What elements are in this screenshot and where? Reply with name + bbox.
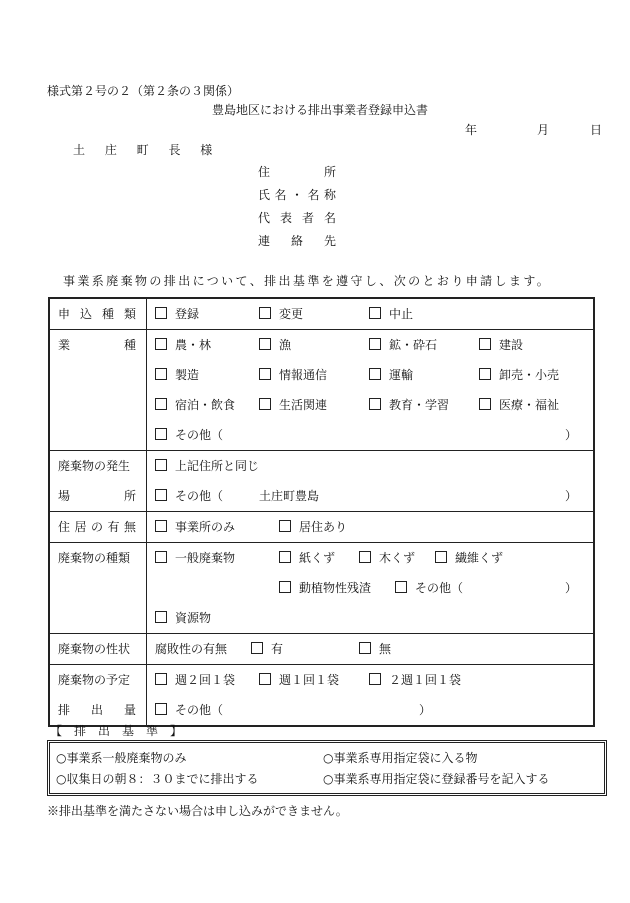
row-amount: [49, 665, 594, 727]
option-paper[interactable]: 紙くず: [279, 543, 335, 573]
option-education[interactable]: 教育・学習: [369, 390, 449, 420]
checkbox-icon[interactable]: [369, 368, 381, 380]
label-location-2: 場 所: [58, 489, 136, 503]
row-location: [49, 451, 594, 512]
option-industry-other[interactable]: その他（: [155, 420, 223, 450]
option-medical[interactable]: 医療・福祉: [479, 390, 559, 420]
option-perishable-no[interactable]: 無: [359, 634, 391, 664]
addressee: 土 庄 町 長 様: [73, 143, 221, 157]
criteria-box: [47, 740, 607, 796]
form-id: 様式第２号の２（第２条の３関係）: [47, 84, 240, 98]
checkbox-icon[interactable]: [359, 642, 371, 654]
checkbox-icon[interactable]: [155, 673, 167, 685]
label-amount-1: 廃棄物の予定: [58, 673, 131, 687]
option-retail[interactable]: 卸売・小売: [479, 360, 559, 390]
option-agriculture[interactable]: 農・林: [155, 330, 211, 360]
criteria-heading: 【 排 出 基 準 】: [50, 724, 183, 738]
option-change[interactable]: 変更: [259, 299, 303, 329]
paren-close: ）: [565, 489, 578, 503]
option-wood[interactable]: 木くず: [359, 543, 415, 573]
option-transport[interactable]: 運輸: [369, 360, 413, 390]
field-representative-label: 代 表 者 名: [258, 211, 336, 225]
checkbox-icon[interactable]: [369, 673, 381, 685]
criteria-item: ○事業系専用指定袋に入る物: [323, 751, 478, 765]
field-address-label: 住 所: [258, 165, 336, 179]
checkbox-icon[interactable]: [155, 338, 167, 350]
checkbox-icon[interactable]: [369, 307, 381, 319]
label-waste-nature: 廃棄物の性状: [58, 642, 131, 656]
perishability-label: 腐敗性の有無: [155, 642, 228, 656]
checkbox-icon[interactable]: [155, 459, 167, 471]
criteria-item: ○事業系一般廃棄物のみ: [56, 751, 187, 765]
paren-close: ）: [419, 703, 432, 717]
criteria-item: ○収集日の朝８：３０までに排出する: [56, 772, 259, 786]
checkbox-icon[interactable]: [279, 581, 291, 593]
checkbox-icon[interactable]: [155, 428, 167, 440]
checkbox-icon[interactable]: [155, 368, 167, 380]
checkbox-icon[interactable]: [435, 551, 447, 563]
label-application-type: 申 込 種 類: [58, 307, 136, 321]
option-register[interactable]: 登録: [155, 299, 199, 329]
option-location-other[interactable]: その他（: [155, 481, 223, 511]
label-amount-2: 排 出 量: [58, 703, 136, 717]
option-office-only[interactable]: 事業所のみ: [155, 512, 235, 542]
checkbox-icon[interactable]: [155, 551, 167, 563]
checkbox-icon[interactable]: [369, 398, 381, 410]
row-waste-nature: [49, 634, 594, 665]
option-lifestyle[interactable]: 生活関連: [259, 390, 327, 420]
application-table: [48, 297, 595, 727]
checkbox-icon[interactable]: [479, 368, 491, 380]
checkbox-icon[interactable]: [395, 581, 407, 593]
paren-close: ）: [565, 581, 578, 595]
date-day: 日: [590, 123, 603, 137]
page-title: 豊島地区における排出事業者登録申込書: [212, 103, 429, 117]
footnote: ※排出基準を満たさない場合は申し込みができません。: [47, 804, 348, 818]
label-waste-type: 廃棄物の種類: [58, 551, 131, 565]
option-mining[interactable]: 鉱・砕石: [369, 330, 437, 360]
field-contact-label: 連 絡 先: [258, 234, 336, 248]
option-hospitality[interactable]: 宿泊・飲食: [155, 390, 235, 420]
checkbox-icon[interactable]: [259, 398, 271, 410]
label-residence: 住 居 の 有 無: [58, 520, 136, 534]
criteria-item: ○事業系専用指定袋に登録番号を記入する: [323, 772, 550, 786]
checkbox-icon[interactable]: [369, 338, 381, 350]
option-twice-weekly[interactable]: 週２回１袋: [155, 665, 235, 695]
option-fishery[interactable]: 漁: [259, 330, 291, 360]
option-recyclables[interactable]: 資源物: [155, 603, 211, 633]
field-name-label: 氏 名 ・ 名 称: [258, 188, 336, 202]
checkbox-icon[interactable]: [155, 520, 167, 532]
option-manufacturing[interactable]: 製造: [155, 360, 199, 390]
checkbox-icon[interactable]: [155, 307, 167, 319]
paren-close: ）: [565, 428, 578, 442]
checkbox-icon[interactable]: [155, 489, 167, 501]
checkbox-icon[interactable]: [359, 551, 371, 563]
checkbox-icon[interactable]: [259, 368, 271, 380]
option-general-waste[interactable]: 一般廃棄物: [155, 543, 235, 573]
checkbox-icon[interactable]: [279, 551, 291, 563]
option-fiber[interactable]: 繊維くず: [435, 543, 503, 573]
option-organic-residue[interactable]: 動植物性残渣: [279, 573, 371, 603]
option-perishable-yes[interactable]: 有: [251, 634, 283, 664]
checkbox-icon[interactable]: [279, 520, 291, 532]
checkbox-icon[interactable]: [479, 398, 491, 410]
option-residence[interactable]: 居住あり: [279, 512, 347, 542]
checkbox-icon[interactable]: [259, 307, 271, 319]
checkbox-icon[interactable]: [155, 703, 167, 715]
option-same-address[interactable]: 上記住所と同じ: [155, 451, 259, 481]
label-location-1: 廃棄物の発生: [58, 459, 131, 473]
checkbox-icon[interactable]: [155, 611, 167, 623]
option-waste-other[interactable]: その他（: [395, 573, 463, 603]
date-year: 年: [465, 123, 478, 137]
label-industry: 業 種: [58, 338, 136, 352]
option-amount-other[interactable]: その他（: [155, 695, 223, 725]
checkbox-icon[interactable]: [259, 673, 271, 685]
location-other-value[interactable]: 土庄町豊島: [259, 489, 320, 503]
option-ict[interactable]: 情報通信: [259, 360, 327, 390]
checkbox-icon[interactable]: [259, 338, 271, 350]
checkbox-icon[interactable]: [155, 398, 167, 410]
row-residence: [49, 512, 594, 543]
row-waste-type: [49, 543, 594, 634]
checkbox-icon[interactable]: [479, 338, 491, 350]
statement: 事業系廃棄物の排出について、排出基準を遵守し、次のとおり申請します。: [63, 274, 552, 288]
row-industry: [49, 330, 594, 451]
option-biweekly[interactable]: ２週１回１袋: [369, 665, 461, 695]
date-month: 月: [537, 123, 550, 137]
checkbox-icon[interactable]: [251, 642, 263, 654]
option-once-weekly[interactable]: 週１回１袋: [259, 665, 339, 695]
option-construction[interactable]: 建設: [479, 330, 523, 360]
row-application-type: [49, 298, 594, 330]
option-cancel[interactable]: 中止: [369, 299, 413, 329]
